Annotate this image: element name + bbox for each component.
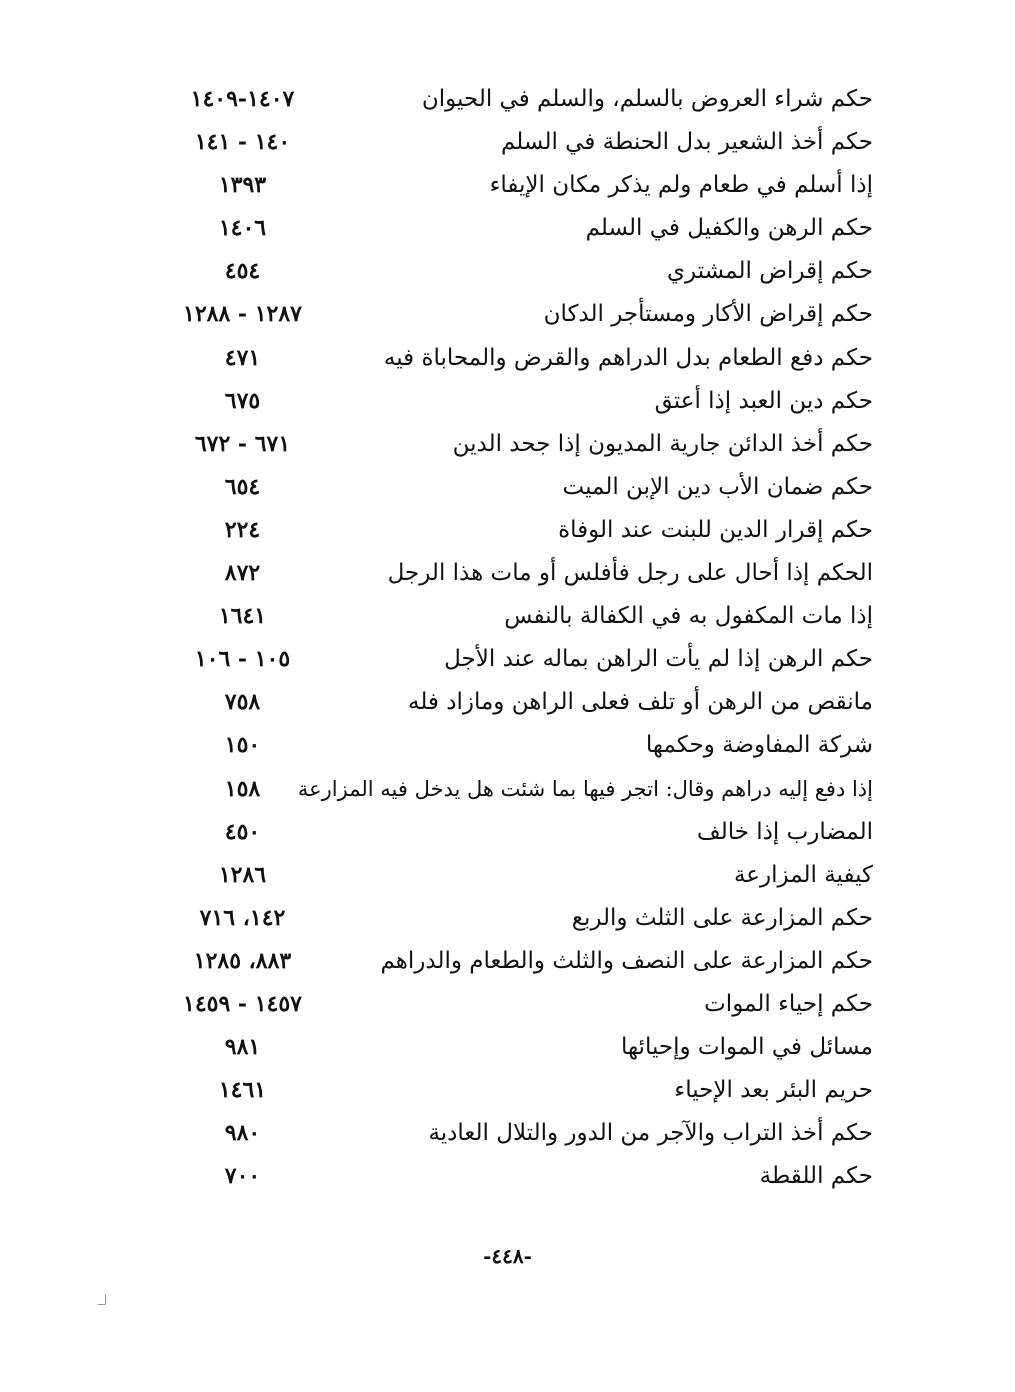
entry-pages: ٤٧١ <box>224 344 261 371</box>
index-entry <box>0 423 1015 466</box>
index-entry <box>0 337 1015 380</box>
entry-topic: كيفية المزارعة <box>733 861 873 888</box>
entry-pages: ١٤٥٧ - ١٤٥٩ <box>183 990 302 1017</box>
entry-topic: الحكم إذا أحال على رجل فأفلس أو مات هذا الرجل <box>387 560 873 587</box>
entry-topic: إذا أسلم في طعام ولم يذكر مكان الإيفاء <box>489 172 873 199</box>
entry-pages: ٩٨٠ <box>224 1120 261 1147</box>
index-entry <box>0 1155 1015 1198</box>
entry-topic: شركة المفاوضة وحكمها <box>645 732 873 759</box>
entry-pages: ١٥٠ <box>224 732 261 759</box>
entry-pages: ١٠٥ - ١٠٦ <box>194 646 291 673</box>
index-entry <box>0 983 1015 1026</box>
index-entry <box>0 1026 1015 1069</box>
scan-corner-mark <box>98 1294 106 1305</box>
index-entry <box>0 78 1015 121</box>
entry-topic: مسائل في الموات وإحيائها <box>620 1034 873 1061</box>
index-entry <box>0 293 1015 336</box>
index-entry <box>0 1112 1015 1155</box>
page-number: -٤٤٨- <box>483 1244 532 1268</box>
entry-topic: حكم دين العبد إذا أعتق <box>654 387 873 414</box>
entry-topic: إذا دفع إليه دراهم وقال: اتجر فيها بما شئت هل يدخل فيه المزارعة <box>297 776 873 801</box>
entry-topic: مانقص من الرهن أو تلف فعلى الراهن ومازاد فله <box>407 689 873 716</box>
entry-pages: ٩٨١ <box>224 1034 261 1061</box>
index-entry <box>0 207 1015 250</box>
index-entry <box>0 724 1015 767</box>
entry-pages: ١٤٠٦ <box>218 215 267 242</box>
index-entry <box>0 1069 1015 1112</box>
entry-pages: ٨٨٣، ١٢٨٥ <box>193 947 292 974</box>
entry-topic: حكم المزارعة على الثلث والربع <box>571 904 873 931</box>
entry-topic: حكم دفع الطعام بدل الدراهم والقرض والمحاباة فيه <box>383 344 873 371</box>
entry-pages: ٦٥٤ <box>224 473 261 500</box>
index-entry <box>0 380 1015 423</box>
index-entry <box>0 250 1015 293</box>
index-entry <box>0 940 1015 983</box>
entry-topic: حكم أخذ الشعير بدل الحنطة في السلم <box>501 129 873 156</box>
entry-topic: المضارب إذا خالف <box>696 818 873 845</box>
entry-topic: حكم المزارعة على النصف والثلث والطعام والدراهم <box>380 947 873 974</box>
index-entry <box>0 121 1015 164</box>
index-entry <box>0 854 1015 897</box>
entry-topic: حكم إقراض الأكار ومستأجر الدكان <box>543 301 873 328</box>
entry-pages: ١٣٩٣ <box>218 172 267 199</box>
entry-topic: حكم إقرار الدين للبنت عند الوفاة <box>558 516 873 543</box>
entry-pages: ١٢٨٦ <box>218 861 267 888</box>
entry-pages: ١٤٦١ <box>218 1077 267 1104</box>
entry-topic: حكم إقراض المشتري <box>667 258 873 285</box>
index-entry <box>0 768 1015 811</box>
entry-topic: حكم أخذ التراب والآجر من الدور والتلال العادية <box>428 1120 873 1147</box>
entry-topic: حكم الرهن والكفيل في السلم <box>585 215 873 242</box>
index-entry <box>0 811 1015 854</box>
index-entry <box>0 681 1015 724</box>
entry-pages: ١٢٨٧ - ١٢٨٨ <box>183 301 302 328</box>
entry-pages: ١٤٠٧-١٤٠٩ <box>190 86 295 112</box>
index-entry <box>0 552 1015 595</box>
entry-topic: حكم الرهن إذا لم يأت الراهن بماله عند الأجل <box>444 646 873 673</box>
entry-pages: ١٦٤١ <box>218 603 267 630</box>
index-entry <box>0 164 1015 207</box>
index-list <box>0 78 1015 1198</box>
entry-pages: ٨٧٢ <box>224 560 261 587</box>
entry-topic: حكم ضمان الأب دين الإبن الميت <box>562 473 873 500</box>
index-entry <box>0 595 1015 638</box>
entry-topic: إذا مات المكفول به في الكفالة بالنفس <box>504 603 873 630</box>
entry-pages: ٦٧٥ <box>224 387 261 414</box>
entry-topic: حكم شراء العروض بالسلم، والسلم في الحيوان <box>421 86 873 112</box>
entry-topic: حكم اللقطة <box>759 1163 873 1190</box>
index-entry <box>0 638 1015 681</box>
index-entry <box>0 509 1015 552</box>
entry-pages: ٦٧١ - ٦٧٢ <box>194 430 291 457</box>
entry-topic: حريم البئر بعد الإحياء <box>674 1077 873 1104</box>
entry-pages: ٤٥٤ <box>224 258 261 285</box>
entry-topic: حكم أخذ الدائن جارية المديون إذا جحد الدين <box>452 430 873 457</box>
entry-pages: ١٤٢، ٧١٦ <box>199 904 286 931</box>
entry-pages: ١٥٨ <box>224 775 261 802</box>
entry-topic: حكم إحياء الموات <box>704 990 873 1017</box>
entry-pages: ٧٠٠ <box>224 1163 261 1190</box>
entry-pages: ٤٥٠ <box>224 818 261 845</box>
entry-pages: ٧٥٨ <box>224 689 261 716</box>
index-entry <box>0 897 1015 940</box>
index-entry <box>0 466 1015 509</box>
entry-pages: ٢٢٤ <box>224 516 261 543</box>
entry-pages: ١٤٠ - ١٤١ <box>194 129 291 156</box>
